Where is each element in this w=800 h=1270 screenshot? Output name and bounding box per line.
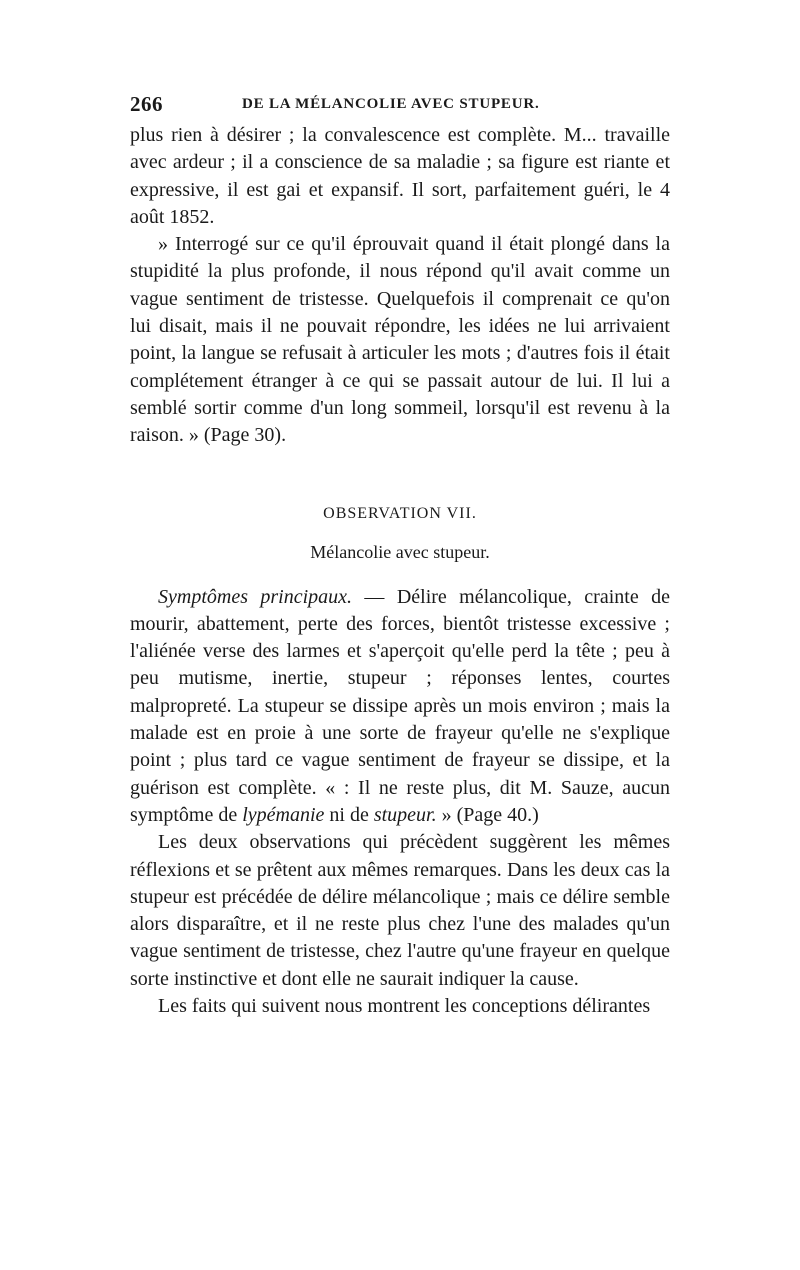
term-stupeur: stupeur. xyxy=(373,803,437,826)
paragraph-following-facts: Les faits qui suivent nous montrent les conceptions délirantes xyxy=(158,995,651,1018)
paragraph-reflections: Les deux observations qui précèdent suggèrent les mêmes réflexions et se prêtent aux mêmes remarques. Dans les deux cas la stupeur est précédée de délire mélancolique ; mais ce délire semble alors disparaître, et il ne reste plus chez l'une des malades qu'un vague sentiment de tristesse, chez l'autre qu'une frayeur en quelque sorte instinctive et dont elle ne saurait indiquer la cause. xyxy=(130,831,670,990)
observation-heading: OBSERVATION VII. xyxy=(323,504,477,522)
symptoms-lead: Symptômes principaux. xyxy=(158,585,353,608)
term-lypemanie: lypémanie xyxy=(242,803,325,826)
symptoms-text: — Délire mélancolique, crainte de mourir, abattement, perte des forces, bientôt tristesse excessive ; l'aliénée verse des larmes et s'aperçoit qu'elle perd la tête ; peu à peu mutisme, inertie, stupeur ; réponses lentes, courtes malpropreté. La stupeur se dissipe après un mois environ ; mais la malade est en proie à une sorte de frayeur qu'elle ne s'explique point ; plus tard ce vague sentiment de frayeur se dissipe, et la guérison est complète. « : Il ne reste plus, dit M. Sauze, aucun symptôme de xyxy=(130,585,670,826)
page-number: 266 xyxy=(130,92,163,116)
symptoms-joiner: ni de xyxy=(324,803,374,826)
paragraph-convalescence: plus rien à désirer ; la convalescence est complète. M... travaille avec ardeur ; il a conscience de sa maladie ; sa figure est riante et expressive, il est gai et expansif. Il sort, parfaitement guéri, le 4 août 1852. xyxy=(130,124,670,228)
running-title: DE LA MÉLANCOLIE AVEC STUPEUR. xyxy=(242,96,540,112)
running-head xyxy=(130,92,670,118)
section-spacer xyxy=(130,450,670,502)
symptoms-citation: » (Page 40.) xyxy=(436,803,539,826)
paragraph-symptoms xyxy=(130,584,670,830)
observation-subtitle: Mélancolie avec stupeur. xyxy=(310,541,490,562)
paragraph-interrogation: » Interrogé sur ce qu'il éprouvait quand il était plongé dans la stupidité la plus profonde, il nous répond qu'il avait comme un vague sentiment de tristesse. Quelquefois il comprenait ce qu'on lui disait, mais il ne pouvait répondre, les idées ne lui arrivaient point, la langue se refusait à articuler les mots ; d'autres fois il était complétement étranger à ce qui se passait autour de lui. Il lui a semblé sortir comme d'un long sommeil, lorsqu'il est revenu à la raison. » (Page 30). xyxy=(130,233,670,447)
subtitle-spacer xyxy=(130,564,670,584)
book-page xyxy=(130,92,670,1020)
